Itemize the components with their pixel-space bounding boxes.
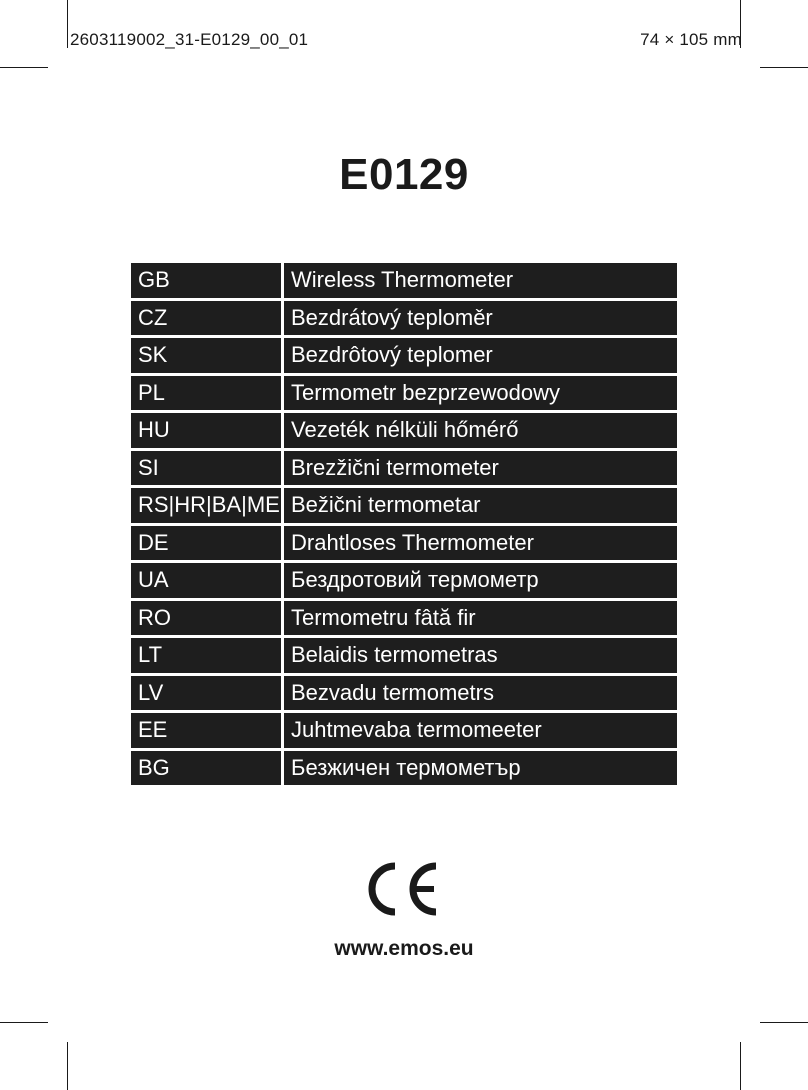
crop-mark-bottom-right — [760, 1022, 808, 1023]
ce-mark-icon — [366, 860, 442, 918]
crop-mark-bottom-left — [67, 1042, 68, 1090]
website-url: www.emos.eu — [334, 937, 474, 960]
product-name: Bezdrôtový teplomer — [284, 338, 677, 376]
language-row — [131, 676, 677, 714]
product-name: Безжичен термометър — [284, 751, 677, 789]
language-code: RO — [131, 601, 284, 639]
language-code: LV — [131, 676, 284, 714]
product-name: Bežični termometar — [284, 488, 677, 526]
language-code: BG — [131, 751, 284, 789]
language-row — [131, 413, 677, 451]
language-code: UA — [131, 563, 284, 601]
language-row — [131, 713, 677, 751]
language-row — [131, 488, 677, 526]
language-code: HU — [131, 413, 284, 451]
language-code: LT — [131, 638, 284, 676]
language-code: SK — [131, 338, 284, 376]
product-name: Бездротовий термометр — [284, 563, 677, 601]
language-table — [131, 263, 677, 788]
crop-mark-top-right — [760, 67, 808, 68]
product-name: Bezvadu termometrs — [284, 676, 677, 714]
language-row — [131, 563, 677, 601]
language-row — [131, 338, 677, 376]
product-name: Wireless Thermometer — [284, 263, 677, 301]
language-row — [131, 263, 677, 301]
language-row — [131, 451, 677, 489]
product-name: Juhtmevaba termomeeter — [284, 713, 677, 751]
language-code: RS|HR|BA|ME — [131, 488, 284, 526]
crop-mark-bottom-left — [0, 1022, 48, 1023]
product-name: Vezeték nélküli hőmérő — [284, 413, 677, 451]
language-row — [131, 526, 677, 564]
language-row — [131, 638, 677, 676]
file-code: 2603119002_31-E0129_00_01 — [70, 30, 309, 49]
crop-mark-bottom-right — [740, 1042, 741, 1090]
language-row — [131, 301, 677, 339]
crop-mark-top-left — [0, 67, 48, 68]
product-name: Termometr bezprzewodowy — [284, 376, 677, 414]
language-code: DE — [131, 526, 284, 564]
product-name: Belaidis termometras — [284, 638, 677, 676]
language-code: SI — [131, 451, 284, 489]
crop-mark-top-left — [67, 0, 68, 48]
language-code: EE — [131, 713, 284, 751]
product-name: Termometru fâtă fir — [284, 601, 677, 639]
product-name: Bezdrátový teploměr — [284, 301, 677, 339]
product-name: Brezžični termometer — [284, 451, 677, 489]
language-code: GB — [131, 263, 284, 301]
language-row — [131, 601, 677, 639]
product-name: Drahtloses Thermometer — [284, 526, 677, 564]
language-code: PL — [131, 376, 284, 414]
language-row — [131, 751, 677, 789]
language-code: CZ — [131, 301, 284, 339]
page-dimensions: 74 × 105 mm — [640, 30, 742, 49]
language-row — [131, 376, 677, 414]
model-title: E0129 — [339, 150, 469, 199]
